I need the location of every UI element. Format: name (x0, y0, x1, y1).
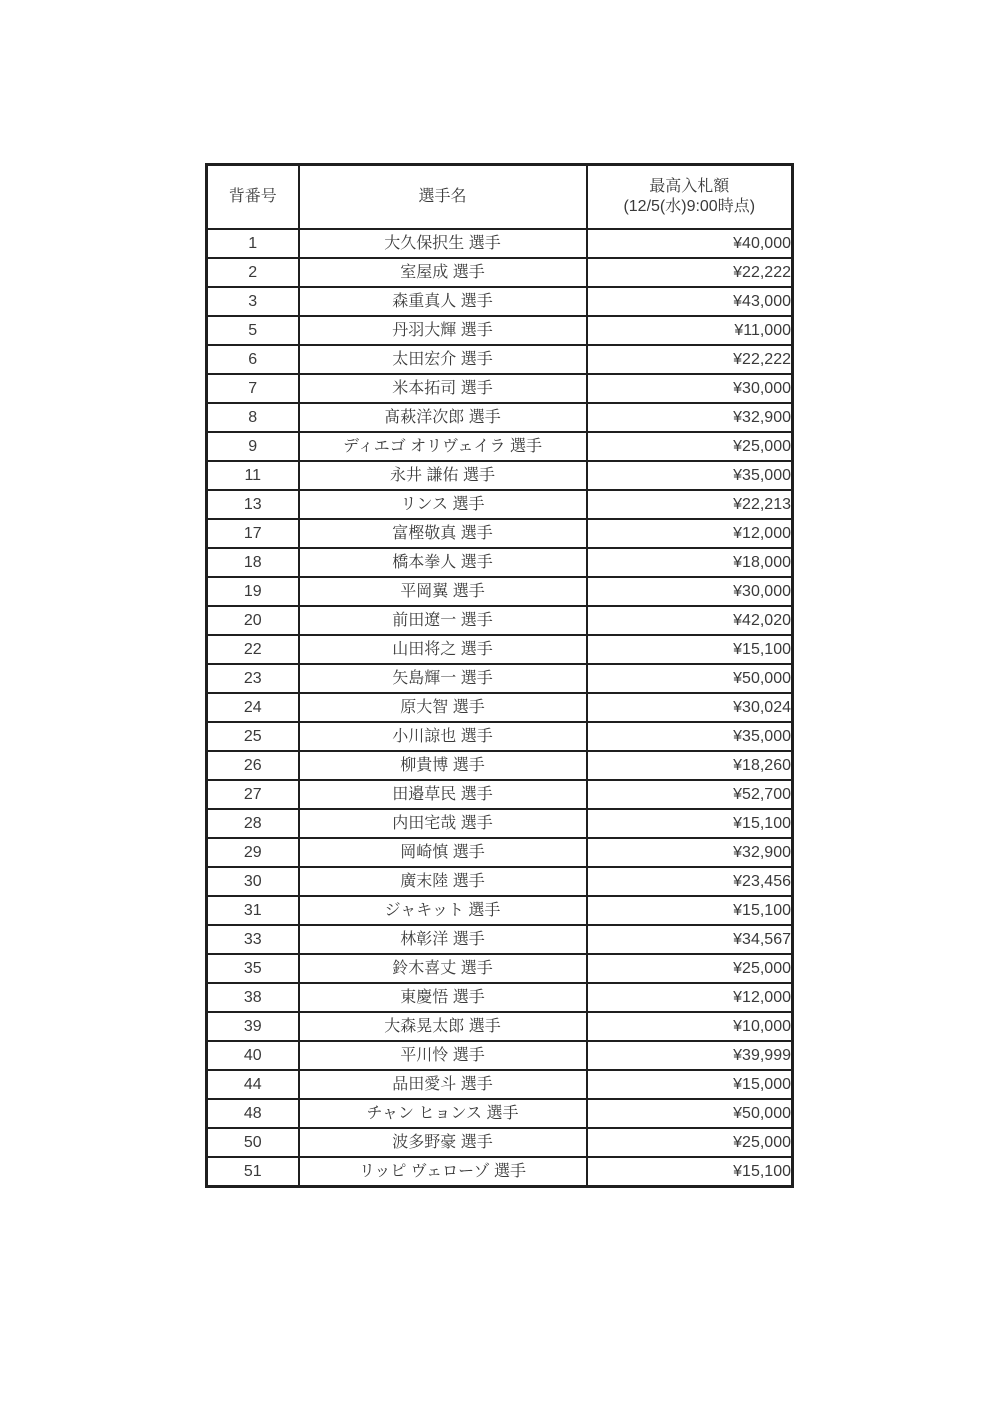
jersey-number-cell: 27 (207, 780, 299, 809)
table-header (207, 165, 793, 230)
highest-bid-cell: ¥12,000 (587, 519, 793, 548)
jersey-number-cell: 7 (207, 374, 299, 403)
player-name-cell: 波多野豪 選手 (299, 1128, 587, 1157)
highest-bid-cell: ¥39,999 (587, 1041, 793, 1070)
highest-bid-cell: ¥12,000 (587, 983, 793, 1012)
table-row (207, 374, 793, 403)
highest-bid-cell: ¥32,900 (587, 403, 793, 432)
highest-bid-cell: ¥50,000 (587, 664, 793, 693)
table-row (207, 229, 793, 258)
jersey-number-cell: 40 (207, 1041, 299, 1070)
player-name-cell: リッピ ヴェローゾ 選手 (299, 1157, 587, 1187)
table-row (207, 1128, 793, 1157)
player-name-cell: 廣末陸 選手 (299, 867, 587, 896)
player-name-cell: 平岡翼 選手 (299, 577, 587, 606)
table-row (207, 461, 793, 490)
table-row (207, 519, 793, 548)
jersey-number-cell: 9 (207, 432, 299, 461)
table-row (207, 867, 793, 896)
table-row (207, 548, 793, 577)
player-name-cell: 内田宅哉 選手 (299, 809, 587, 838)
player-name-cell: 髙萩洋次郎 選手 (299, 403, 587, 432)
table-body (207, 229, 793, 1187)
jersey-number-cell: 51 (207, 1157, 299, 1187)
jersey-number-cell: 6 (207, 345, 299, 374)
player-name-cell: 矢島輝一 選手 (299, 664, 587, 693)
player-name-cell: ジャキット 選手 (299, 896, 587, 925)
highest-bid-cell: ¥34,567 (587, 925, 793, 954)
player-name-cell: 室屋成 選手 (299, 258, 587, 287)
highest-bid-cell: ¥15,000 (587, 1070, 793, 1099)
player-name-cell: 小川諒也 選手 (299, 722, 587, 751)
highest-bid-cell: ¥35,000 (587, 461, 793, 490)
player-name-cell: 大久保択生 選手 (299, 229, 587, 258)
highest-bid-cell: ¥22,213 (587, 490, 793, 519)
table-row (207, 722, 793, 751)
highest-bid-cell: ¥43,000 (587, 287, 793, 316)
jersey-number-cell: 33 (207, 925, 299, 954)
table-row (207, 1012, 793, 1041)
table-row (207, 1099, 793, 1128)
table-row (207, 925, 793, 954)
auction-table (205, 163, 794, 1188)
header-cell-name: 選手名 (299, 165, 587, 230)
player-name-cell: ディエゴ オリヴェイラ 選手 (299, 432, 587, 461)
table-row (207, 896, 793, 925)
highest-bid-cell: ¥11,000 (587, 316, 793, 345)
table-row (207, 403, 793, 432)
jersey-number-cell: 29 (207, 838, 299, 867)
jersey-number-cell: 1 (207, 229, 299, 258)
highest-bid-cell: ¥22,222 (587, 345, 793, 374)
table-row (207, 664, 793, 693)
highest-bid-cell: ¥25,000 (587, 1128, 793, 1157)
jersey-number-cell: 8 (207, 403, 299, 432)
highest-bid-cell: ¥25,000 (587, 954, 793, 983)
jersey-number-cell: 26 (207, 751, 299, 780)
highest-bid-cell: ¥50,000 (587, 1099, 793, 1128)
jersey-number-cell: 24 (207, 693, 299, 722)
jersey-number-cell: 22 (207, 635, 299, 664)
player-name-cell: 平川怜 選手 (299, 1041, 587, 1070)
header-cell-number: 背番号 (207, 165, 299, 230)
player-name-cell: 米本拓司 選手 (299, 374, 587, 403)
table-row (207, 1157, 793, 1187)
highest-bid-cell: ¥15,100 (587, 896, 793, 925)
highest-bid-cell: ¥40,000 (587, 229, 793, 258)
table-row (207, 490, 793, 519)
jersey-number-cell: 35 (207, 954, 299, 983)
table-row (207, 635, 793, 664)
highest-bid-cell: ¥32,900 (587, 838, 793, 867)
jersey-number-cell: 19 (207, 577, 299, 606)
highest-bid-cell: ¥52,700 (587, 780, 793, 809)
player-name-cell: チャン ヒョンス 選手 (299, 1099, 587, 1128)
player-name-cell: 柳貴博 選手 (299, 751, 587, 780)
jersey-number-cell: 31 (207, 896, 299, 925)
highest-bid-cell: ¥22,222 (587, 258, 793, 287)
highest-bid-cell: ¥23,456 (587, 867, 793, 896)
player-name-cell: 原大智 選手 (299, 693, 587, 722)
highest-bid-cell: ¥30,000 (587, 374, 793, 403)
jersey-number-cell: 5 (207, 316, 299, 345)
table-row (207, 1070, 793, 1099)
table-row (207, 1041, 793, 1070)
highest-bid-cell: ¥18,260 (587, 751, 793, 780)
table-row (207, 809, 793, 838)
highest-bid-cell: ¥30,000 (587, 577, 793, 606)
player-name-cell: 橋本拳人 選手 (299, 548, 587, 577)
highest-bid-cell: ¥35,000 (587, 722, 793, 751)
highest-bid-cell: ¥15,100 (587, 635, 793, 664)
player-name-cell: 田邉草民 選手 (299, 780, 587, 809)
player-name-cell: リンス 選手 (299, 490, 587, 519)
player-name-cell: 丹羽大輝 選手 (299, 316, 587, 345)
player-name-cell: 東慶悟 選手 (299, 983, 587, 1012)
player-name-cell: 永井 謙佑 選手 (299, 461, 587, 490)
jersey-number-cell: 39 (207, 1012, 299, 1041)
player-name-cell: 太田宏介 選手 (299, 345, 587, 374)
table-row (207, 577, 793, 606)
jersey-number-cell: 2 (207, 258, 299, 287)
jersey-number-cell: 28 (207, 809, 299, 838)
table-row (207, 954, 793, 983)
bid-header-title: 最高入札額 (649, 178, 730, 195)
header-cell-bid (587, 165, 793, 230)
jersey-number-cell: 17 (207, 519, 299, 548)
player-name-cell: 森重真人 選手 (299, 287, 587, 316)
highest-bid-cell: ¥30,024 (587, 693, 793, 722)
jersey-number-cell: 44 (207, 1070, 299, 1099)
table-row (207, 258, 793, 287)
player-name-cell: 鈴木喜丈 選手 (299, 954, 587, 983)
table-row (207, 983, 793, 1012)
highest-bid-cell: ¥15,100 (587, 1157, 793, 1187)
player-name-cell: 前田遼一 選手 (299, 606, 587, 635)
player-name-cell: 岡崎慎 選手 (299, 838, 587, 867)
bid-header-timestamp: (12/5(水)9:00時点) (623, 198, 756, 215)
jersey-number-cell: 20 (207, 606, 299, 635)
jersey-number-cell: 38 (207, 983, 299, 1012)
highest-bid-cell: ¥25,000 (587, 432, 793, 461)
jersey-number-cell: 30 (207, 867, 299, 896)
highest-bid-cell: ¥15,100 (587, 809, 793, 838)
jersey-number-cell: 50 (207, 1128, 299, 1157)
jersey-number-cell: 11 (207, 461, 299, 490)
player-name-cell: 富樫敬真 選手 (299, 519, 587, 548)
jersey-number-cell: 23 (207, 664, 299, 693)
highest-bid-cell: ¥18,000 (587, 548, 793, 577)
jersey-number-cell: 3 (207, 287, 299, 316)
player-name-cell: 林彰洋 選手 (299, 925, 587, 954)
jersey-number-cell: 25 (207, 722, 299, 751)
table-row (207, 345, 793, 374)
table-row (207, 780, 793, 809)
jersey-number-cell: 13 (207, 490, 299, 519)
table-row (207, 751, 793, 780)
table-row (207, 316, 793, 345)
jersey-number-cell: 18 (207, 548, 299, 577)
table-row (207, 606, 793, 635)
player-name-cell: 山田将之 選手 (299, 635, 587, 664)
player-name-cell: 大森晃太郎 選手 (299, 1012, 587, 1041)
table-row (207, 432, 793, 461)
player-name-cell: 品田愛斗 選手 (299, 1070, 587, 1099)
highest-bid-cell: ¥10,000 (587, 1012, 793, 1041)
table-row (207, 287, 793, 316)
table-row (207, 838, 793, 867)
header-row (207, 165, 793, 230)
table-row (207, 693, 793, 722)
jersey-number-cell: 48 (207, 1099, 299, 1128)
highest-bid-cell: ¥42,020 (587, 606, 793, 635)
